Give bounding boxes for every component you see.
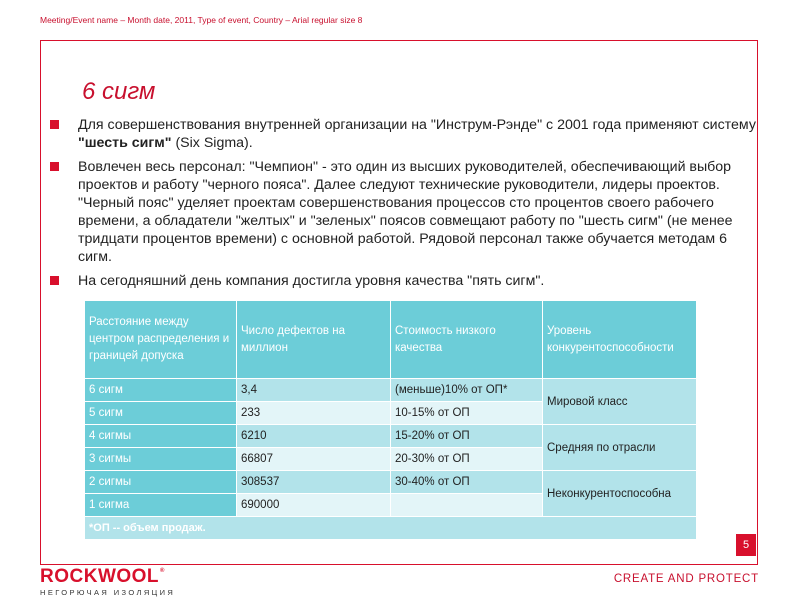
bullet-text: Для совершенствования внутренней организации на "Инструм-Рэнде" с 2001 года применяют систему [78, 117, 756, 133]
sigma-level-cell: 1 сигма [85, 494, 237, 517]
cost-cell [391, 494, 543, 517]
sigma-level-cell: 3 сигмы [85, 448, 237, 471]
column-header: Число дефектов на миллион [237, 301, 391, 379]
cost-cell: 15-20% от ОП [391, 425, 543, 448]
square-bullet-icon [50, 276, 59, 285]
competitiveness-cell: Неконкурентоспособна [543, 471, 697, 517]
cost-cell: (меньше)10% от ОП* [391, 379, 543, 402]
table-row [85, 425, 697, 448]
square-bullet-icon [50, 120, 59, 129]
rockwool-logo [40, 567, 175, 597]
cost-cell: 10-15% от ОП [391, 402, 543, 425]
defects-cell: 6210 [237, 425, 391, 448]
sigma-levels-table [84, 300, 697, 540]
bullet-item [50, 116, 760, 152]
bullet-text: На сегодняшний день компания достигла уровня качества "пять сигм". [78, 273, 545, 289]
cost-cell: 30-40% от ОП [391, 471, 543, 494]
bullet-item [50, 272, 760, 290]
table-row [85, 379, 697, 402]
bullet-text-bold: "шесть сигм" [78, 135, 172, 151]
competitiveness-cell: Средняя по отрасли [543, 425, 697, 471]
table-footnote: *ОП -- объем продаж. [85, 517, 697, 540]
registered-mark: ® [160, 568, 165, 574]
column-header: Стоимость низкого качества [391, 301, 543, 379]
column-header: Уровень конкурентоспособности [543, 301, 697, 379]
defects-cell: 3,4 [237, 379, 391, 402]
logo-subtitle: НЕГОРЮЧАЯ ИЗОЛЯЦИЯ [40, 588, 176, 597]
square-bullet-icon [50, 162, 59, 171]
sigma-level-cell: 4 сигмы [85, 425, 237, 448]
defects-cell: 233 [237, 402, 391, 425]
slide-title: 6 сигм [82, 78, 156, 105]
logo-wordmark [40, 567, 175, 587]
bullet-list [50, 116, 760, 296]
sigma-level-cell: 2 сигмы [85, 471, 237, 494]
bullet-text: (Six Sigma). [171, 135, 253, 151]
bullet-text: Вовлечен весь персонал: "Чемпион" - это один из высших руководителей, обеспечивающий выбор проектов и работу "черного пояса". Далее следуют технические руководители, лидеры проектов. "Черный пояс" уделяет проектам совершенствования процессов сто процентов своего рабочего времени, а обладатели "желтых" и "зеленых" поясов совмещают работу по "шесть сигм" (не менее тридцати процентов времени) с основной работой. Рядовой персонал также обучается методам 6 сигм. [78, 159, 733, 265]
table-row [85, 471, 697, 494]
page-number: 5 [736, 534, 756, 556]
table-footnote-row [85, 517, 697, 540]
defects-cell: 690000 [237, 494, 391, 517]
competitiveness-cell: Мировой класс [543, 379, 697, 425]
meeting-info-header: Meeting/Event name – Month date, 2011, Type of event, Country – Arial regular size 8 [40, 15, 363, 25]
sigma-level-cell: 5 сигм [85, 402, 237, 425]
defects-cell: 308537 [237, 471, 391, 494]
logo-brand-text: ROCKWOOL [40, 566, 160, 587]
tagline: CREATE AND PROTECT [613, 573, 759, 585]
cost-cell: 20-30% от ОП [391, 448, 543, 471]
table-header-row [85, 301, 697, 379]
defects-cell: 66807 [237, 448, 391, 471]
sigma-level-cell: 6 сигм [85, 379, 237, 402]
bullet-item [50, 158, 760, 266]
column-header: Расстояние между центром распределения и границей допуска [85, 301, 237, 379]
